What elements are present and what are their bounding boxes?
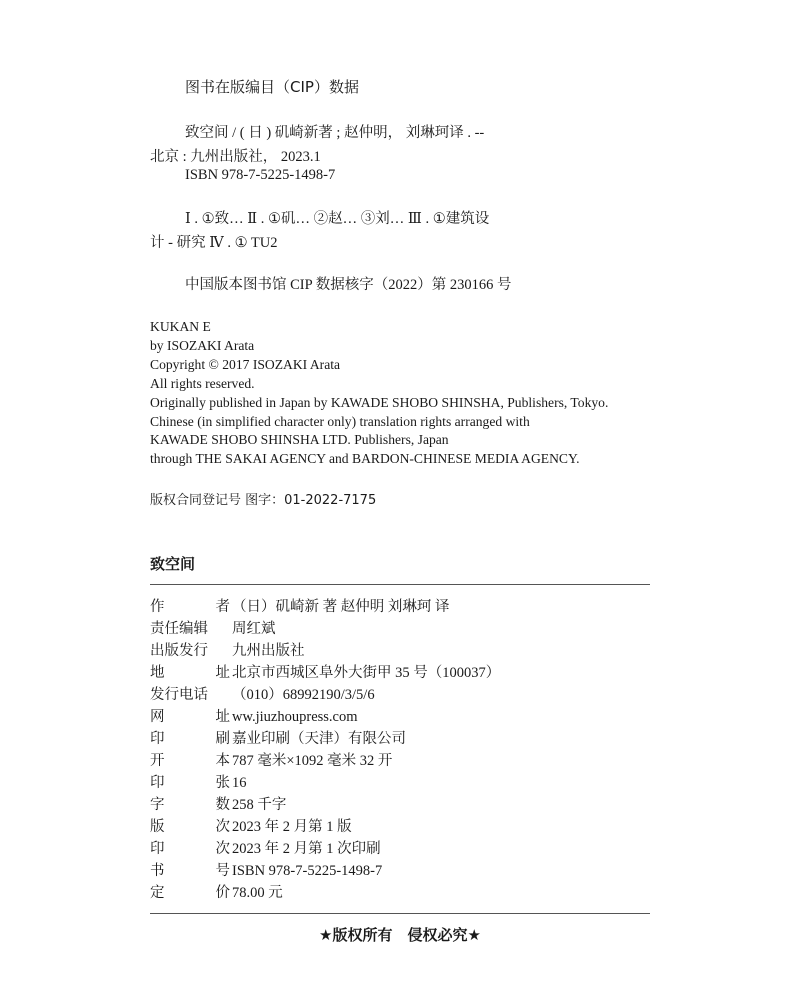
info-row-price [150, 882, 500, 904]
original-edition-notice [150, 318, 608, 469]
label-char: 书 [150, 863, 165, 879]
info-row-printer [150, 728, 500, 750]
info-value: 16 [232, 775, 247, 791]
label-char: 地 [150, 665, 165, 681]
info-row-editor [150, 618, 500, 640]
original-publisher-line: Originally published in Japan by KAWADE SHOBO SHINSHA, Publishers, Tokyo. [150, 394, 609, 410]
info-value: ww.jiuzhoupress.com [232, 709, 358, 725]
divider-bottom [150, 913, 650, 914]
info-value: 九州出版社 [232, 643, 305, 659]
info-label [150, 684, 230, 706]
agency-line: through THE SAKAI AGENCY and BARDON-CHINESE MEDIA AGENCY. [150, 451, 580, 467]
info-label [150, 772, 230, 794]
cip-heading: 图书在版编目（CIP）数据 [185, 78, 359, 96]
label-char: 者 [215, 599, 230, 615]
info-row-word-count [150, 794, 500, 816]
info-label [150, 662, 230, 684]
info-value: 北京市西城区阜外大街甲 35 号（100037） [232, 665, 501, 681]
original-title: KUKAN E [150, 319, 211, 334]
info-label [150, 882, 230, 904]
original-author: by ISOZAKI Arata [150, 337, 255, 353]
copyright-notice: ★版权所有 侵权必究★ [319, 926, 481, 944]
info-row-author [150, 596, 500, 618]
info-value: （010）68992190/3/5/6 [232, 687, 375, 703]
info-label [150, 794, 230, 816]
label-char: 次 [215, 819, 230, 835]
label-char: 字 [150, 797, 165, 813]
label-char: 价 [215, 885, 230, 901]
label-char: 网 [150, 709, 165, 725]
info-value: （日）矶崎新 著 赵仲明 刘琳珂 译 [232, 599, 450, 615]
info-value: 2023 年 2 月第 1 版 [232, 819, 352, 835]
label-char: 印 [150, 841, 165, 857]
label-char: 张 [215, 775, 230, 791]
cip-line: 计 - 研究 Ⅳ . ① TU2 [150, 235, 278, 251]
label-char: 本 [215, 753, 230, 769]
info-value: 787 毫米×1092 毫米 32 开 [232, 753, 393, 769]
label-char: 刷 [215, 731, 230, 747]
info-label [150, 618, 230, 640]
info-row-publisher [150, 640, 500, 662]
info-value: ISBN 978-7-5225-1498-7 [232, 863, 383, 879]
cip-line: 致空间 / ( 日 ) 矶崎新著 ; 赵仲明， 刘琳珂译 . -- [185, 125, 485, 141]
label-char: 印 [150, 775, 165, 791]
label-text: 出版发行 [150, 643, 208, 659]
label-char: 号 [215, 863, 230, 879]
publication-info-table [150, 596, 500, 904]
label-char: 定 [150, 885, 165, 901]
cip-line: Ⅰ . ①致… Ⅱ . ①矶… ②赵… ③刘… Ⅲ . ①建筑设 [185, 211, 490, 227]
copyright-line: Copyright © 2017 ISOZAKI Arata [150, 356, 341, 372]
book-title: 致空间 [150, 555, 196, 573]
label-char: 开 [150, 753, 165, 769]
label-text: 发行电话 [150, 687, 208, 703]
info-row-phone [150, 684, 500, 706]
info-label [150, 750, 230, 772]
label-char: 次 [215, 841, 230, 857]
cip-line: ISBN 978-7-5225-1498-7 [185, 167, 336, 183]
info-label [150, 860, 230, 882]
label-char: 址 [215, 709, 230, 725]
info-label [150, 596, 230, 618]
info-row-printing [150, 838, 500, 860]
info-label [150, 640, 230, 662]
label-char: 址 [215, 665, 230, 681]
cip-data-number: 中国版本图书馆 CIP 数据核字（2022）第 230166 号 [185, 277, 512, 293]
info-row-isbn [150, 860, 500, 882]
info-value: 周红斌 [232, 621, 276, 637]
info-row-sheets [150, 772, 500, 794]
info-value: 258 千字 [232, 797, 287, 813]
info-value: 嘉业印刷（天津）有限公司 [232, 731, 406, 747]
divider-top [150, 584, 650, 585]
label-text: 责任编辑 [150, 621, 208, 637]
info-value: 2023 年 2 月第 1 次印刷 [232, 841, 381, 857]
info-row-website [150, 706, 500, 728]
translation-rights-line: Chinese (in simplified character only) translation rights arranged with [150, 413, 530, 429]
rights-reserved: All rights reserved. [150, 375, 255, 391]
info-row-format [150, 750, 500, 772]
publisher-japan-line: KAWADE SHOBO SHINSHA LTD. Publishers, Japan [150, 432, 449, 448]
info-label [150, 816, 230, 838]
info-label [150, 838, 230, 860]
label-char: 版 [150, 819, 165, 835]
label-char: 作 [150, 599, 165, 615]
info-label [150, 728, 230, 750]
info-row-address [150, 662, 500, 684]
info-row-edition [150, 816, 500, 838]
cip-line: 北京 : 九州出版社， 2023.1 [150, 149, 321, 165]
label-char: 数 [215, 797, 230, 813]
info-value: 78.00 元 [232, 885, 283, 901]
info-label [150, 706, 230, 728]
label-char: 印 [150, 731, 165, 747]
contract-registration: 版权合同登记号 图字：01-2022-7175 [150, 493, 377, 508]
